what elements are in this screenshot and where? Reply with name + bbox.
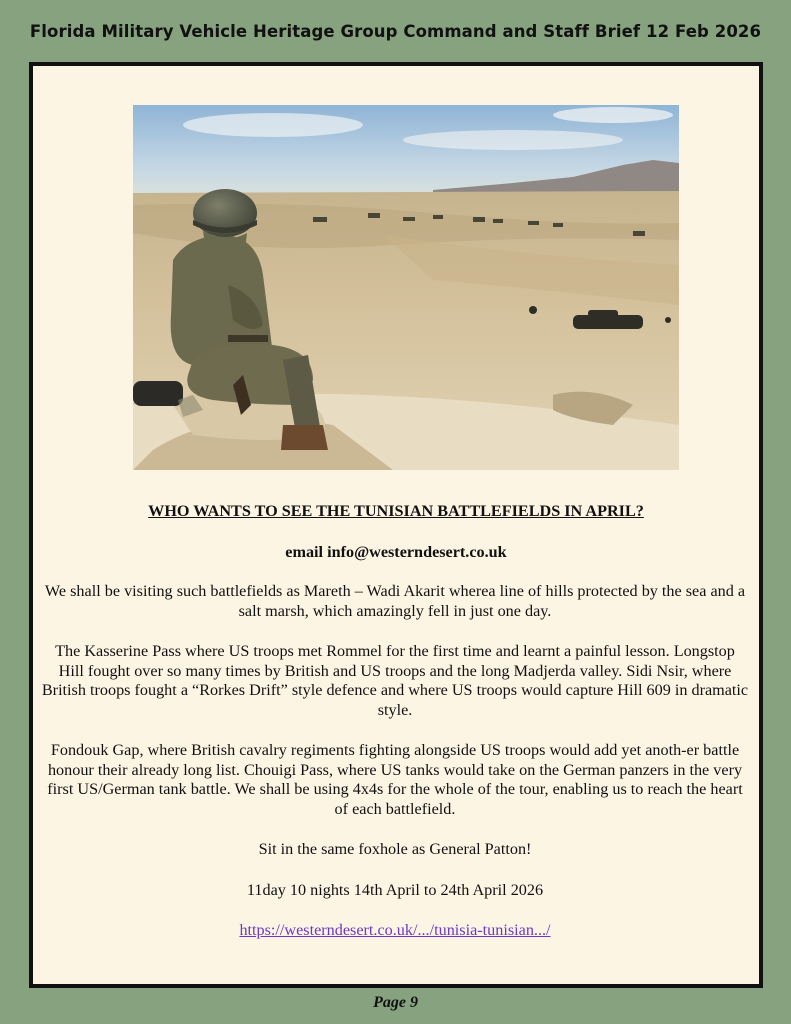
page-number: Page 9 [373, 994, 418, 1011]
paragraph-kasserine: The Kasserine Pass where US troops met Rommel for the first time and learnt a painful lesson. Longstop Hill fought over so many times by British and US troops and the long Madjerda valley. Sidi Nsir, where British troops fought a “Rorkes Drift” style defence and where US troops would capture Hill 609 in dramatic style. [41, 642, 749, 719]
battlefield-photo [133, 105, 679, 470]
paragraph-dates: 11day 10 nights 14th April to 24th April 2026 [246, 880, 544, 899]
article-headline: WHO WANTS TO SEE THE TUNISIAN BATTLEFIELDS IN APRIL? [148, 502, 644, 520]
paragraph-fondouk: Fondouk Gap, where British cavalry regiments fighting alongside US troops would add yet anoth-er battle honour their already long list. Chouigi Pass, where US tanks would take on the German panzers in the very first US/German tank battle. We shall be using 4x4s for the whole of the tour, enabling us to reach the heart of each battlefield. [47, 741, 743, 818]
paragraph-patton: Sit in the same foxhole as General Patton! [258, 840, 532, 858]
article-body [33, 502, 759, 941]
tour-link[interactable]: https://westerndesert.co.uk/.../tunisia-tunisian.../ [239, 921, 551, 939]
contact-email: email info@westerndesert.co.uk [285, 542, 507, 561]
paragraph-mareth: We shall be visiting such battlefields as Mareth – Wadi Akarit wherea line of hills protected by the sea and a salt marsh, which amazingly fell in just one day. [44, 582, 746, 620]
newsletter-header: Florida Military Vehicle Heritage Group Command and Staff Brief 12 Feb 2026 [29, 22, 762, 41]
page-panel [29, 62, 763, 988]
